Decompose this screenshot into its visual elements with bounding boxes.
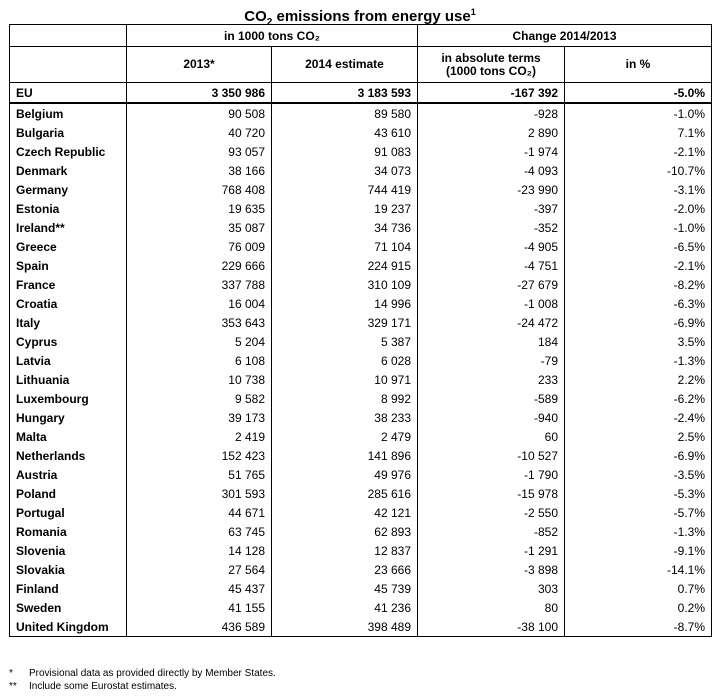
- value-2014: 91 083: [272, 142, 418, 161]
- change-percent: -2.4%: [565, 408, 712, 427]
- country-name: Slovakia: [10, 560, 127, 579]
- country-name: Hungary: [10, 408, 127, 427]
- table-row: [10, 484, 712, 503]
- change-percent: 0.7%: [565, 579, 712, 598]
- change-percent: 2.5%: [565, 427, 712, 446]
- header-row-columns: [10, 47, 712, 83]
- corner-header-cell: [10, 25, 127, 47]
- change-percent: 7.1%: [565, 123, 712, 142]
- table-row: [10, 313, 712, 332]
- footnote-text: Include some Eurostat estimates.: [29, 681, 177, 692]
- value-2013: 93 057: [127, 142, 272, 161]
- title-text-suffix: emissions from energy use: [272, 8, 471, 25]
- change-absolute: 184: [418, 332, 565, 351]
- table-row: [10, 103, 712, 123]
- table-row: [10, 199, 712, 218]
- change-absolute: -4 905: [418, 237, 565, 256]
- value-2013: 2 419: [127, 427, 272, 446]
- change-percent: -3.5%: [565, 465, 712, 484]
- change-percent: -2.1%: [565, 142, 712, 161]
- table-row: [10, 237, 712, 256]
- change-percent: -9.1%: [565, 541, 712, 560]
- value-2014: 3 183 593: [272, 83, 418, 104]
- change-absolute: -38 100: [418, 617, 565, 637]
- table-row: [10, 256, 712, 275]
- table-row: [10, 351, 712, 370]
- change-absolute: 60: [418, 427, 565, 446]
- value-2014: 34 073: [272, 161, 418, 180]
- value-2013: 27 564: [127, 560, 272, 579]
- country-name: Austria: [10, 465, 127, 484]
- country-name: Belgium: [10, 103, 127, 123]
- value-2013: 40 720: [127, 123, 272, 142]
- change-absolute: -940: [418, 408, 565, 427]
- value-2013: 16 004: [127, 294, 272, 313]
- change-percent: -2.0%: [565, 199, 712, 218]
- value-2013: 337 788: [127, 275, 272, 294]
- table-row: [10, 389, 712, 408]
- change-absolute: -167 392: [418, 83, 565, 104]
- group-header-emissions: in 1000 tons CO₂: [127, 25, 418, 47]
- value-2014: 38 233: [272, 408, 418, 427]
- country-name: Estonia: [10, 199, 127, 218]
- change-percent: 0.2%: [565, 598, 712, 617]
- value-2014: 398 489: [272, 617, 418, 637]
- value-2014: 42 121: [272, 503, 418, 522]
- value-2014: 10 971: [272, 370, 418, 389]
- footnote-mark: *: [9, 668, 13, 679]
- change-absolute: -79: [418, 351, 565, 370]
- change-absolute: -1 008: [418, 294, 565, 313]
- value-2013: 3 350 986: [127, 83, 272, 104]
- value-2013: 44 671: [127, 503, 272, 522]
- value-2014: 71 104: [272, 237, 418, 256]
- value-2013: 19 635: [127, 199, 272, 218]
- column-header-absolute: [418, 47, 565, 83]
- value-2014: 5 387: [272, 332, 418, 351]
- change-percent: 2.2%: [565, 370, 712, 389]
- change-absolute: -23 990: [418, 180, 565, 199]
- country-name: Italy: [10, 313, 127, 332]
- value-2013: 63 745: [127, 522, 272, 541]
- change-absolute: -1 790: [418, 465, 565, 484]
- table-row: [10, 218, 712, 237]
- change-absolute: -3 898: [418, 560, 565, 579]
- table-row: [10, 617, 712, 637]
- change-percent: -6.5%: [565, 237, 712, 256]
- value-2014: 41 236: [272, 598, 418, 617]
- value-2013: 51 765: [127, 465, 272, 484]
- change-percent: -10.7%: [565, 161, 712, 180]
- table-row: [10, 180, 712, 199]
- change-absolute: 80: [418, 598, 565, 617]
- change-percent: -1.0%: [565, 103, 712, 123]
- country-name: Poland: [10, 484, 127, 503]
- table-row: [10, 161, 712, 180]
- footnote: [9, 680, 177, 693]
- country-name: Czech Republic: [10, 142, 127, 161]
- change-percent: -6.9%: [565, 446, 712, 465]
- country-name: Malta: [10, 427, 127, 446]
- table-row: [10, 142, 712, 161]
- change-percent: -5.3%: [565, 484, 712, 503]
- change-percent: -1.3%: [565, 522, 712, 541]
- change-percent: -6.2%: [565, 389, 712, 408]
- footnote-mark: **: [9, 681, 17, 692]
- emissions-table: [9, 24, 712, 637]
- value-2014: 285 616: [272, 484, 418, 503]
- country-name: Luxembourg: [10, 389, 127, 408]
- value-2014: 744 419: [272, 180, 418, 199]
- country-name: Greece: [10, 237, 127, 256]
- value-2013: 39 173: [127, 408, 272, 427]
- change-percent: -2.1%: [565, 256, 712, 275]
- change-absolute: -852: [418, 522, 565, 541]
- value-2014: 34 736: [272, 218, 418, 237]
- change-percent: -6.9%: [565, 313, 712, 332]
- value-2014: 14 996: [272, 294, 418, 313]
- country-name: Croatia: [10, 294, 127, 313]
- value-2013: 10 738: [127, 370, 272, 389]
- change-absolute: -2 550: [418, 503, 565, 522]
- value-2014: 310 109: [272, 275, 418, 294]
- change-percent: 3.5%: [565, 332, 712, 351]
- change-absolute: 303: [418, 579, 565, 598]
- country-name: Sweden: [10, 598, 127, 617]
- country-name: EU: [10, 83, 127, 104]
- table-row: [10, 446, 712, 465]
- country-name: France: [10, 275, 127, 294]
- page-title: [0, 2, 720, 28]
- value-2014: 141 896: [272, 446, 418, 465]
- change-absolute: -352: [418, 218, 565, 237]
- title-footnote-mark: 1: [470, 7, 476, 17]
- value-2013: 14 128: [127, 541, 272, 560]
- table-row: [10, 560, 712, 579]
- change-absolute: -397: [418, 199, 565, 218]
- table-row: [10, 427, 712, 446]
- country-name: Ireland**: [10, 218, 127, 237]
- change-percent: -6.3%: [565, 294, 712, 313]
- country-name: Latvia: [10, 351, 127, 370]
- country-name: Portugal: [10, 503, 127, 522]
- country-name: Netherlands: [10, 446, 127, 465]
- value-2014: 224 915: [272, 256, 418, 275]
- table-row: [10, 408, 712, 427]
- table-row: [10, 123, 712, 142]
- value-2014: 19 237: [272, 199, 418, 218]
- column-header-absolute-line2: (1000 tons CO₂): [445, 63, 537, 78]
- change-absolute: -15 978: [418, 484, 565, 503]
- value-2013: 152 423: [127, 446, 272, 465]
- value-2013: 353 643: [127, 313, 272, 332]
- change-absolute: -27 679: [418, 275, 565, 294]
- country-header-cell: [10, 47, 127, 83]
- change-absolute: 2 890: [418, 123, 565, 142]
- value-2014: 45 739: [272, 579, 418, 598]
- country-name: Spain: [10, 256, 127, 275]
- change-absolute: -4 751: [418, 256, 565, 275]
- group-header-change: Change 2014/2013: [418, 25, 712, 47]
- table-row: [10, 275, 712, 294]
- table-row: [10, 541, 712, 560]
- value-2013: 76 009: [127, 237, 272, 256]
- change-percent: -1.3%: [565, 351, 712, 370]
- country-name: Bulgaria: [10, 123, 127, 142]
- value-2014: 2 479: [272, 427, 418, 446]
- value-2014: 6 028: [272, 351, 418, 370]
- table-row: [10, 294, 712, 313]
- change-percent: -14.1%: [565, 560, 712, 579]
- country-name: Romania: [10, 522, 127, 541]
- footnote-text: Provisional data as provided directly by Member States.: [29, 668, 276, 679]
- change-absolute: -928: [418, 103, 565, 123]
- value-2014: 43 610: [272, 123, 418, 142]
- change-absolute: -24 472: [418, 313, 565, 332]
- eu-total-row: [10, 83, 712, 104]
- table-row: [10, 579, 712, 598]
- header-row-group: [10, 25, 712, 47]
- value-2013: 5 204: [127, 332, 272, 351]
- change-percent: -8.2%: [565, 275, 712, 294]
- value-2014: 62 893: [272, 522, 418, 541]
- change-absolute: -1 974: [418, 142, 565, 161]
- value-2014: 23 666: [272, 560, 418, 579]
- column-header-2013: 2013*: [127, 47, 272, 83]
- value-2013: 229 666: [127, 256, 272, 275]
- value-2013: 436 589: [127, 617, 272, 637]
- value-2013: 90 508: [127, 103, 272, 123]
- change-absolute: -10 527: [418, 446, 565, 465]
- column-header-percent: in %: [565, 47, 712, 83]
- value-2014: 89 580: [272, 103, 418, 123]
- change-percent: -1.0%: [565, 218, 712, 237]
- title-text: CO: [244, 8, 267, 25]
- value-2013: 45 437: [127, 579, 272, 598]
- value-2013: 38 166: [127, 161, 272, 180]
- change-percent: -5.7%: [565, 503, 712, 522]
- table-row: [10, 503, 712, 522]
- column-header-2014: 2014 estimate: [272, 47, 418, 83]
- value-2013: 768 408: [127, 180, 272, 199]
- value-2013: 35 087: [127, 218, 272, 237]
- country-name: Finland: [10, 579, 127, 598]
- country-name: Slovenia: [10, 541, 127, 560]
- value-2014: 329 171: [272, 313, 418, 332]
- value-2014: 8 992: [272, 389, 418, 408]
- change-absolute: -589: [418, 389, 565, 408]
- change-absolute: -1 291: [418, 541, 565, 560]
- table-row: [10, 370, 712, 389]
- column-header-absolute-line1: in absolute terms: [441, 50, 541, 65]
- country-name: Denmark: [10, 161, 127, 180]
- change-percent: -8.7%: [565, 617, 712, 637]
- country-name: United Kingdom: [10, 617, 127, 637]
- change-absolute: -4 093: [418, 161, 565, 180]
- change-absolute: 233: [418, 370, 565, 389]
- change-percent: -5.0%: [565, 83, 712, 104]
- value-2013: 301 593: [127, 484, 272, 503]
- country-name: Lithuania: [10, 370, 127, 389]
- value-2013: 9 582: [127, 389, 272, 408]
- value-2014: 49 976: [272, 465, 418, 484]
- value-2013: 6 108: [127, 351, 272, 370]
- table-row: [10, 598, 712, 617]
- footnote: [9, 667, 276, 680]
- value-2014: 12 837: [272, 541, 418, 560]
- change-percent: -3.1%: [565, 180, 712, 199]
- table-row: [10, 522, 712, 541]
- table-row: [10, 465, 712, 484]
- country-name: Cyprus: [10, 332, 127, 351]
- table-row: [10, 332, 712, 351]
- title-subscript: 2: [266, 17, 273, 28]
- value-2013: 41 155: [127, 598, 272, 617]
- country-name: Germany: [10, 180, 127, 199]
